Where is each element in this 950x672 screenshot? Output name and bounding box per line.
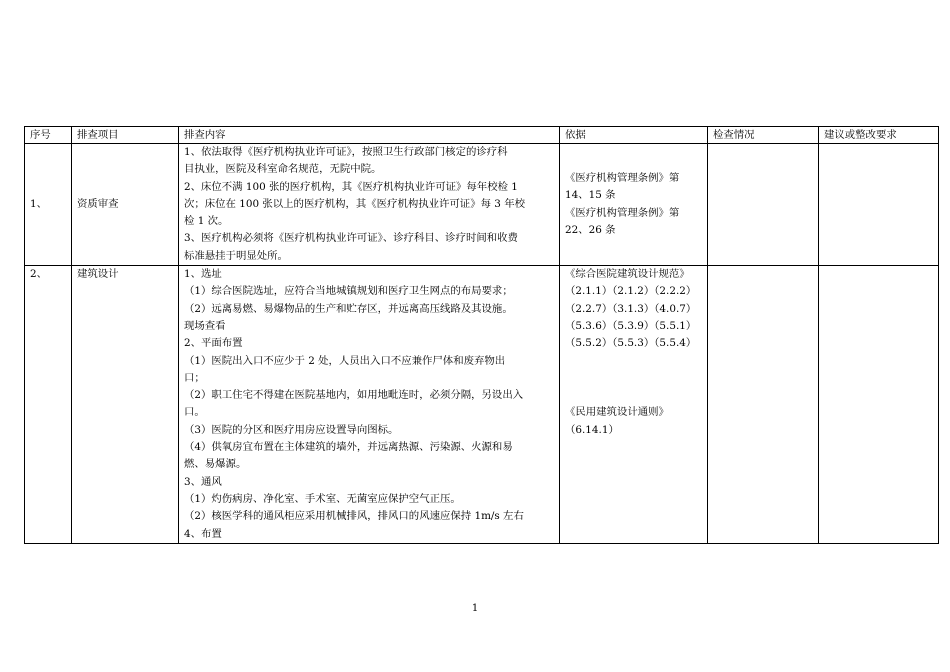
- content-line: 检 1 次。: [184, 215, 229, 228]
- content-line: 燃、易爆源。: [184, 458, 247, 471]
- table-row: [25, 266, 939, 544]
- content-line: （2）核医学科的通风柜应采用机械排风，排风口的风速应保持 1m/s 左右: [184, 510, 524, 523]
- page-number: 1: [471, 603, 479, 614]
- row-suggestion[interactable]: [819, 266, 939, 544]
- row-suggestion[interactable]: [819, 144, 939, 266]
- header-check-status: 检查情况: [708, 127, 819, 144]
- row-check-status[interactable]: [708, 266, 819, 544]
- header-suggestion: 建议或整改要求: [819, 127, 939, 144]
- row-basis: [560, 266, 708, 544]
- content-line: 2、床位不满 100 张的医疗机构，其《医疗机构执业许可证》每年校检 1: [184, 180, 518, 193]
- content-line: （2）职工住宅不得建在医院基地内，如用地毗连时，必须分隔，另设出入: [184, 389, 524, 402]
- content-line: 口；: [184, 371, 205, 384]
- inspection-table: [24, 126, 939, 544]
- spacer: [565, 353, 702, 370]
- header-no: 序号: [25, 127, 72, 144]
- row-content: [179, 144, 560, 266]
- basis-line: 《医疗机构管理条例》第: [565, 206, 680, 219]
- basis-line: 14、15 条: [565, 189, 616, 202]
- content-line: （1）灼伤病房、净化室、手术室、无菌室应保护空气正压。: [184, 492, 461, 505]
- basis-line: （2.2.7）（3.1.3）（4.0.7）: [565, 302, 697, 315]
- content-line: （2）远离易燃、易爆物品的生产和贮存区，并远离高压线路及其设施。: [184, 302, 513, 315]
- content-line: 目执业，医院及科室命名规范，无院中院。: [184, 163, 382, 176]
- content-line: 1、选址: [184, 268, 222, 281]
- basis-line: 22、26 条: [565, 223, 616, 236]
- row-no: 2、: [25, 266, 72, 544]
- content-line: （4）供氧房宜布置在主体建筑的墙外，并远离热源、污染源、火源和易: [184, 441, 513, 454]
- row-no: 1、: [25, 144, 72, 266]
- row-basis: [560, 144, 708, 266]
- row-item: 建筑设计: [72, 266, 179, 544]
- content-line: 3、医疗机构必须将《医疗机构执业许可证》、诊疗科目、诊疗时间和收费: [184, 232, 518, 245]
- basis-line: 《综合医院建筑设计规范》: [565, 268, 690, 281]
- content-line: 2、平面布置: [184, 337, 243, 350]
- header-basis: 依据: [560, 127, 708, 144]
- content-line: 4、布置: [184, 527, 222, 540]
- row-check-status[interactable]: [708, 144, 819, 266]
- content-line: 次；床位在 100 张以上的医疗机构，其《医疗机构执业许可证》每 3 年校: [184, 197, 525, 210]
- header-item: 排查项目: [72, 127, 179, 144]
- row-content: [179, 266, 560, 544]
- content-line: （1）医院出入口不应少于 2 处，人员出入口不应兼作尸体和废弃物出: [184, 354, 506, 367]
- basis-line: 《医疗机构管理条例》第: [565, 171, 680, 184]
- content-line: （1）综合医院选址，应符合当地城镇规划和医疗卫生网点的布局要求；: [184, 285, 513, 298]
- content-line: 现场查看: [184, 319, 226, 332]
- basis-line: （5.3.6）（5.3.9）（5.5.1）: [565, 319, 697, 332]
- content-line: 3、通风: [184, 475, 222, 488]
- content-line: 1、依法取得《医疗机构执业许可证》，按照卫生行政部门核定的诊疗科: [184, 146, 508, 158]
- table-row: [25, 144, 939, 266]
- content-line: （3）医院的分区和医疗用房应设置导向图标。: [184, 423, 399, 436]
- spacer: [565, 387, 702, 404]
- header-content: 排查内容: [179, 127, 560, 144]
- content-line: 标准悬挂于明显处所。: [184, 249, 288, 262]
- row-item: 资质审查: [72, 144, 179, 266]
- basis-line: （2.1.1）（2.1.2）（2.2.2）: [565, 285, 697, 298]
- content-line: 口。: [184, 406, 205, 419]
- table-header-row: [25, 127, 939, 144]
- basis-line: （5.5.2）（5.5.3）（5.5.4）: [565, 337, 697, 350]
- spacer: [565, 370, 702, 387]
- basis-line: 《民用建筑设计通则》: [565, 406, 669, 419]
- basis-line: （6.14.1）: [565, 423, 619, 436]
